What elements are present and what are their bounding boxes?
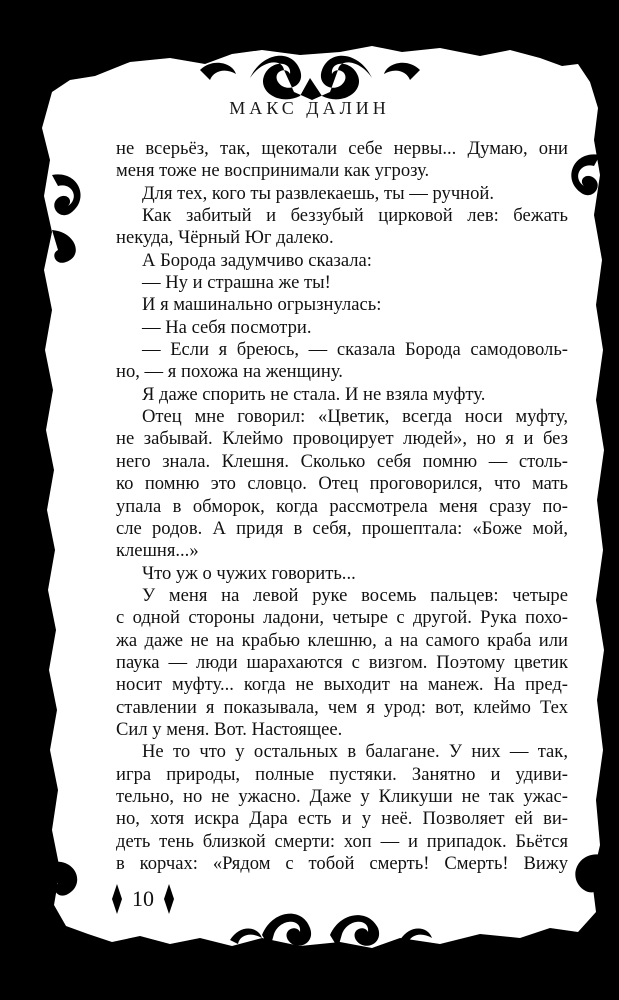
text-line: клешня...»: [116, 540, 199, 562]
text-line: — На себя посмотри.: [142, 316, 312, 338]
running-header-author: МАКС ДАЛИН: [229, 98, 390, 118]
page-footer: [112, 882, 174, 916]
text-line: меня тоже не воспринимали как угрозу.: [116, 160, 430, 182]
text-line: — Ну и страшна же ты!: [142, 272, 331, 294]
text-line: Для тех, кого ты развлекаешь, ты — ручной.: [142, 182, 495, 204]
text-line: сле родов. А придя в себя, прошептала: «Боже мой,: [116, 517, 568, 539]
text-line: деть тень близкой смерти: хоп — и припадок. Бьётся: [116, 830, 568, 852]
text-line: тельно, но не ужасно. Даже у Кликуши не так ужас-: [116, 785, 568, 807]
text-line: носит муфту... когда не выходит на манеж. На пред-: [116, 674, 568, 696]
text-line: в корчах: «Рядом с тобой смерть! Смерть! Вижу: [116, 853, 568, 874]
text-line: ставлении я показывала, чем я урод: вот, клеймо Тех: [116, 696, 568, 718]
text-line: Как забитый и беззубый цирковой лев: бежать: [142, 205, 568, 227]
diamond-ornament-icon: [112, 884, 122, 914]
text-line: игра природы, полные пустяки. Занятно и удиви-: [116, 763, 568, 785]
text-line: Я даже спорить не стала. И не взяла муфту.: [142, 383, 486, 405]
text-line: Отец мне говорил: «Цветик, всегда носи муфту,: [142, 406, 568, 428]
text-line: с одной стороны ладони, четыре с другой. Рука похо-: [116, 607, 568, 629]
text-line: Что уж о чужих говорить...: [142, 562, 356, 584]
text-line: но, хотя искра Дара есть и у неё. Позволяет ей ви-: [116, 808, 568, 830]
text-line: — Если я бреюсь, — сказала Борода самодоволь-: [142, 339, 568, 361]
text-line: него знала. Клешня. Сколько себя помню — столь-: [116, 450, 568, 472]
page-number: 10: [132, 886, 154, 911]
text-line: но, — я похожа на женщину.: [116, 361, 343, 383]
body-text: [116, 138, 568, 875]
text-line: Сил у меня. Вот. Настоящее.: [116, 718, 343, 740]
text-line: упала в обморок, когда рассмотрела меня сразу по-: [116, 495, 568, 517]
text-line: А Борода задумчиво сказала:: [142, 249, 372, 271]
text-line: У меня на левой руке восемь пальцев: четыре: [142, 584, 568, 606]
text-line: ко помню это словцо. Отец проговорился, что мать: [116, 473, 568, 495]
text-line: паука — люди шарахаются с визгом. Поэтому цветик: [116, 651, 568, 673]
text-line: не всерьёз, так, щекотали себе нервы... Думаю, они: [116, 138, 568, 159]
text-line: жа даже не на крабью клешню, а на самого краба или: [116, 629, 568, 651]
text-line: Не то что у остальных в балагане. У них — так,: [142, 741, 568, 763]
text-line: некуда, Чёрный Юг далеко.: [116, 227, 334, 249]
diamond-ornament-icon: [164, 884, 174, 914]
text-line: не забывай. Клеймо провоцирует людей», но я и без: [116, 428, 568, 450]
text-line: И я машинально огрызнулась:: [142, 294, 382, 316]
